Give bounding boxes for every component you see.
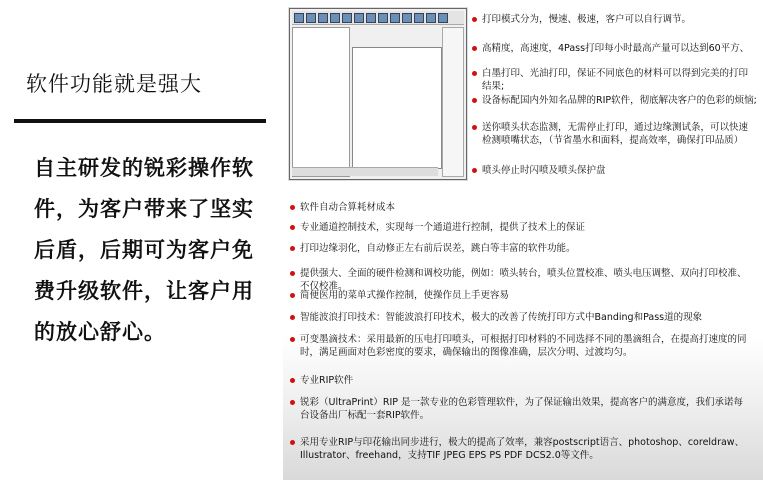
feature-bullet-text: 专业RIP软件 (300, 375, 354, 386)
bullet-dot (472, 168, 477, 173)
print-canvas (352, 47, 442, 169)
feature-bullet-text: 打印模式分为，慢速、极速，客户可以自行调节。 (482, 14, 692, 25)
bullet-dot (472, 98, 477, 103)
bullet-dot (290, 205, 295, 210)
bullet-dot (290, 225, 295, 230)
toolbar-icon (318, 13, 328, 23)
title-divider (14, 119, 266, 123)
intro-paragraph: 自主研发的锐彩操作软件，为客户带来了坚实后盾，后期可为客户免费升级软件，让客户用的放心舒心。 (34, 156, 254, 344)
feature-bullet-text: 喷头停止时闪喷及喷头保护盘 (482, 165, 606, 176)
toolbar-icon (378, 13, 388, 23)
feature-bullet-text: 高精度，高速度，4Pass打印每小时最高产量可以达到60平方、 (482, 43, 750, 54)
toolbar-icon (438, 13, 448, 23)
feature-bullet-text: 简便医用的菜单式操作控制，使操作员上手更容易 (300, 290, 510, 301)
toolbar-icon (354, 13, 364, 23)
bullet-dot (472, 125, 477, 130)
status-bar (292, 167, 438, 176)
property-pane (442, 27, 464, 177)
feature-bullet-text: 提供强大、全面的硬件检测和调校功能，例如：喷头转台，喷头位置校准、喷头电压调整、双向打印校准、不仅校准。 (300, 268, 747, 292)
feature-bullet-text: 送你喷头状态监测，无需停止打印，通过边缘测试条，可以快速检测喷嘴状态，（节省墨水和面料，提高效率，确保打印品质） (482, 122, 749, 146)
feature-title: 软件功能就是强大 (26, 72, 202, 96)
file-tree-pane (292, 27, 350, 177)
feature-bullet-text: 白墨打印、光油打印，保证不同底色的材料可以得到完美的打印结果; (482, 68, 749, 92)
bullet-dot (290, 378, 295, 383)
feature-bullet-text: 专业通道控制技术，实现每一个通道进行控制，提供了技术上的保证 (300, 222, 586, 233)
feature-bullet-text: 采用专业RIP与印花输出同步进行，极大的提高了效率，兼容postscript语言、photoshop、coreldraw、Illustrator、freehand，支持TIF JPEG EPS PS PDF DCS2.0等文件。 (300, 437, 745, 461)
toolbar-icon (342, 13, 352, 23)
bullet-dot (290, 337, 295, 342)
feature-bullet-text: 可变墨滴技术：采用最新的压电打印喷头，可根据打印材料的不同选择不同的墨滴组合，在提高打速度的同时，满足画面对色彩密度的要求，确保输出的图像准确，层次分明、过渡均匀。 (300, 334, 747, 358)
toolbar-icon (414, 13, 424, 23)
bullet-dot (290, 271, 295, 276)
toolbar-icon (294, 13, 304, 23)
feature-bullet-text: 智能波浪打印技术：智能波浪打印技术，极大的改善了传统打印方式中Banding和Pass道的现象 (300, 312, 703, 323)
bullet-dot (290, 400, 295, 405)
bullet-dot (290, 440, 295, 445)
toolbar-icon (390, 13, 400, 23)
bullet-dot (472, 71, 477, 76)
feature-bullet-text: 软件自动合算耗材成本 (300, 202, 396, 213)
toolbar-icon (306, 13, 316, 23)
software-screenshot (289, 8, 467, 180)
toolbar-icon (366, 13, 376, 23)
feature-bullet-text: 锐彩（UltraPrint）RIP 是一款专业的色彩管理软件，为了保证输出效果，提高客户的满意度，我们承诺每台设备出厂标配一套RIP软件。 (300, 397, 744, 421)
bullet-dot (290, 246, 295, 251)
toolbar-icon (402, 13, 412, 23)
bullet-dot (290, 315, 295, 320)
feature-bullet-text: 打印边缘羽化，自动修正左右前后误差，跳白等丰富的软件功能。 (300, 243, 576, 254)
software-toolbar (292, 11, 464, 25)
bullet-dot (472, 17, 477, 22)
toolbar-icon (426, 13, 436, 23)
toolbar-icon (330, 13, 340, 23)
bullet-dot (290, 293, 295, 298)
bullet-dot (472, 46, 477, 51)
feature-bullet-text: 设备标配国内外知名品牌的RIP软件，彻底解决客户的色彩的烦恼; (482, 95, 757, 106)
